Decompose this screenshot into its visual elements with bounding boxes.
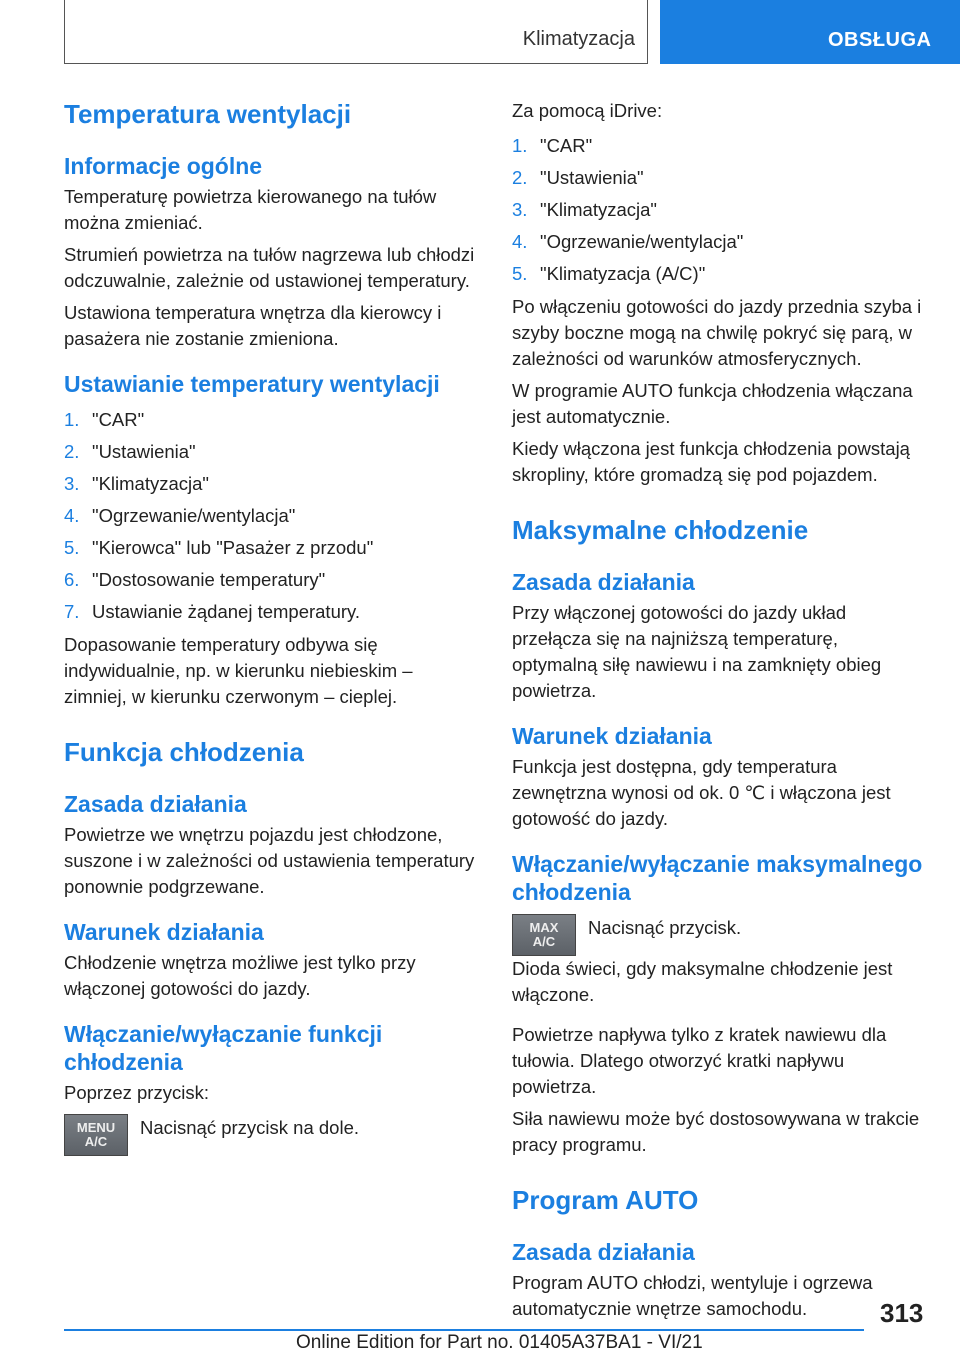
paragraph: Za pomocą iDrive:	[512, 100, 663, 121]
paragraph: Ustawiona temperatura wnętrza dla kierowcy i pasażera nie zostanie zmieniona.	[64, 302, 442, 349]
heading-zasada-dzialania: Zasada działania	[512, 569, 695, 595]
paragraph: Poprzez przycisk:	[64, 1082, 209, 1103]
list-item: 5. "Klimatyzacja (A/C)"	[512, 263, 706, 284]
list-item: 5. "Kierowca" lub "Pasażer z przodu"	[64, 537, 374, 558]
left-column	[64, 98, 480, 1156]
paragraph: Nacisnąć przycisk.	[588, 917, 742, 938]
right-column	[512, 98, 928, 1322]
heading-ustawianie-temperatury: Ustawianie temperatury wentylacji	[64, 371, 440, 397]
header-section-title: Klimatyzacja	[522, 28, 635, 50]
paragraph: Kiedy włączona jest funkcja chłodzenia powstają skropliny, które gromadzą się pod pojazdem.	[512, 438, 910, 485]
page-number: 313	[880, 1298, 924, 1328]
list-item: 1. "CAR"	[512, 135, 593, 156]
footer-divider	[64, 1329, 864, 1331]
header-chapter-label: OBSŁUGA	[828, 29, 932, 51]
heading-temperatura-wentylacji: Temperatura wentylacji	[64, 99, 352, 129]
steps-list	[512, 130, 928, 290]
list-item: 3. "Klimatyzacja"	[512, 199, 657, 220]
max-ac-row	[512, 914, 928, 956]
heading-zasada-dzialania: Zasada działania	[64, 791, 247, 817]
list-item: 3. "Klimatyzacja"	[64, 473, 209, 494]
list-item: 2. "Ustawienia"	[512, 167, 644, 188]
heading-wlaczanie-maksymalnego-chlodzenia: Włączanie/wyłączanie maksymalnego chłodzenia	[512, 851, 923, 905]
paragraph: Program AUTO chłodzi, wentyluje i ogrzewa automatycznie wnętrze samochodu.	[512, 1272, 873, 1319]
paragraph: Siła nawiewu może być dostosowywana w trakcie pracy programu.	[512, 1108, 920, 1155]
list-item: 7. Ustawianie żądanej temperatury.	[64, 601, 361, 622]
heading-warunek-dzialania: Warunek działania	[64, 919, 264, 945]
paragraph: Nacisnąć przycisk na dole.	[140, 1117, 360, 1138]
paragraph: Powietrze we wnętrzu pojazdu jest chłodzone, suszone i w zależności od ustawienia temperatury ponownie podgrzewane.	[64, 824, 475, 897]
paragraph: Strumień powietrza na tułów nagrzewa lub chłodzi odczuwalnie, zależnie od ustawionej temperatury.	[64, 244, 475, 291]
menu-ac-row	[64, 1114, 480, 1156]
heading-warunek-dzialania: Warunek działania	[512, 723, 712, 749]
list-item: 1. "CAR"	[64, 409, 145, 430]
header-chapter-tab[interactable]	[660, 0, 960, 64]
paragraph: Powietrze napływa tylko z kratek nawiewu dla tułowia. Dlatego otworzyć kratki napływu powietrza.	[512, 1024, 887, 1097]
header-section-box	[64, 0, 648, 64]
heading-funkcja-chlodzenia: Funkcja chłodzenia	[64, 737, 304, 767]
steps-list	[64, 404, 480, 628]
heading-program-auto: Program AUTO	[512, 1185, 699, 1215]
list-item: 4. "Ogrzewanie/wentylacja"	[512, 231, 744, 252]
menu-ac-button-icon: MENU A/C	[64, 1114, 128, 1156]
list-item: 6. "Dostosowanie temperatury"	[64, 569, 326, 590]
paragraph: Dopasowanie temperatury odbywa się indywidualnie, np. w kierunku niebieskim – zimniej, w kierunku czerwonym – cieplej.	[64, 634, 413, 707]
paragraph: Chłodzenie wnętrza możliwe jest tylko przy włączonej gotowości do jazdy.	[64, 952, 416, 999]
heading-wlaczanie-chlodzenia: Włączanie/wyłączanie funkcji chłodzenia	[64, 1021, 383, 1075]
paragraph: Funkcja jest dostępna, gdy temperatura zewnętrzna wynosi od ok. 0 ℃ i włączona jest gotowość do jazdy.	[512, 756, 891, 829]
list-item: 2. "Ustawienia"	[64, 441, 196, 462]
paragraph: Dioda świeci, gdy maksymalne chłodzenie jest włączone.	[512, 958, 893, 1005]
heading-maksymalne-chlodzenie: Maksymalne chłodzenie	[512, 515, 809, 545]
paragraph: Przy włączonej gotowości do jazdy układ przełącza się na najniższą temperaturę, optymalną siłę nawiewu i na zamknięty obieg powietrza.	[512, 602, 882, 701]
list-item: 4. "Ogrzewanie/wentylacja"	[64, 505, 296, 526]
paragraph: Po włączeniu gotowości do jazdy przednia szyba i szyby boczne mogą na chwilę pokryć się parą, w zależności od warunków atmosferycznych.	[512, 296, 922, 369]
heading-zasada-dzialania-auto: Zasada działania	[512, 1239, 695, 1265]
max-ac-button-icon: MAX A/C	[512, 914, 576, 956]
paragraph: W programie AUTO funkcja chłodzenia włączana jest automatycznie.	[512, 380, 913, 427]
footer-edition: Online Edition for Part no. 01405A37BA1 - VI/21	[296, 1332, 703, 1353]
heading-informacje-ogolne: Informacje ogólne	[64, 153, 263, 179]
paragraph: Temperaturę powietrza kierowanego na tułów można zmieniać.	[64, 186, 437, 233]
